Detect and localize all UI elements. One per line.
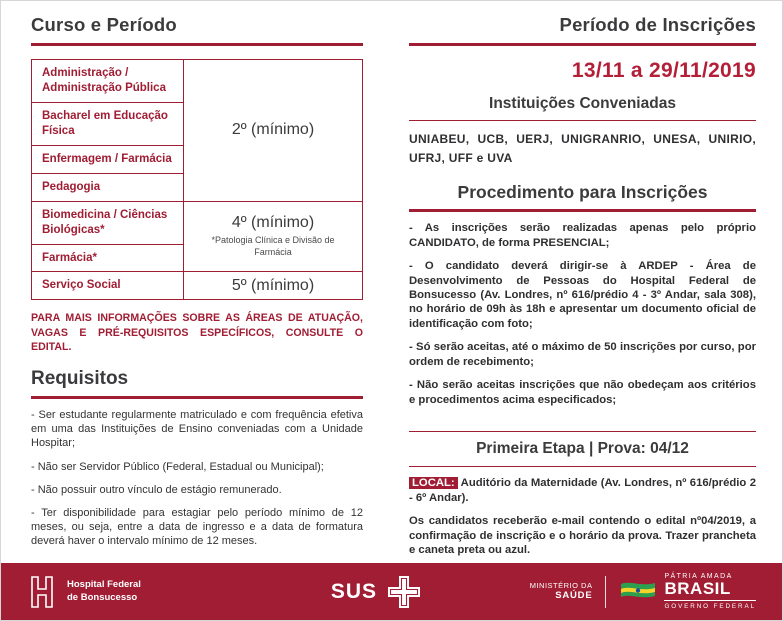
hospital-name-line1: Hospital Federal: [67, 579, 141, 591]
local-line: [409, 476, 756, 505]
left-column: [31, 14, 363, 563]
patria-line2: BRASIL: [664, 579, 731, 599]
local-label: LOCAL:: [409, 477, 458, 489]
footer-divider: [605, 576, 606, 608]
period-cell: [184, 201, 363, 272]
procedimento-title: Procedimento para Inscrições: [457, 182, 708, 203]
requirement-item: - Não possuir outro vínculo de estágio remunerado.: [31, 483, 282, 496]
patria-text: [664, 573, 755, 610]
right-column: [409, 14, 756, 563]
table-row: [32, 201, 363, 244]
course-cell: Administração / Administração Pública: [32, 60, 184, 103]
sus-brand: [331, 574, 422, 610]
hospital-name: [67, 579, 141, 604]
primeira-etapa-section: [409, 431, 756, 467]
local-text: Auditório da Maternidade (Av. Londres, nº 616/prédio 2 - 6º Andar).: [409, 477, 756, 504]
course-cell: Pedagogia: [32, 173, 184, 201]
ministerio-saude: [530, 581, 593, 602]
period-label: 2º (mínimo): [231, 121, 315, 139]
flyer-content: [1, 1, 782, 563]
course-cell: Bacharel em Educação Física: [32, 102, 184, 145]
brazil-flag-icon: [619, 579, 657, 605]
curso-periodo-title: Curso e Período: [31, 14, 177, 35]
patria-line1: PÁTRIA AMADA: [664, 573, 733, 581]
title-underline: [31, 43, 363, 46]
sus-cross-icon: [386, 574, 422, 610]
ministerio-line2: SAÚDE: [555, 590, 593, 602]
etapa-top-line: [409, 431, 756, 432]
requirement-item: - Ter disponibilidade para estagiar pelo período mínimo de 12 meses, ou seja, entre a data de ingresso e a data de formatura deverá haver o intervalo mínimo de 12 meses.: [31, 506, 363, 547]
requisitos-underline: [31, 396, 363, 399]
etapa-title: Primeira Etapa | Prova: 04/12: [476, 440, 689, 458]
footer: [1, 563, 782, 620]
edital-notice: PARA MAIS INFORMAÇÕES SOBRE AS ÁREAS DE ATUAÇÃO, VAGAS E PRÉ-REQUISITOS ESPECÍFICOS, CONSULTE O EDITAL.: [31, 312, 363, 353]
requisitos-title: Requisitos: [31, 368, 129, 390]
conveniadas-underline: [409, 120, 756, 121]
requirement-item: - Não ser Servidor Público (Federal, Estadual ou Municipal);: [31, 460, 324, 473]
course-cell: Farmácia*: [32, 244, 184, 272]
procedimento-underline: [409, 209, 756, 212]
period-footnote: *Patologia Clínica e Divisão de Farmácia: [211, 235, 335, 258]
procedure-item: - Só serão aceitas, até o máximo de 50 inscrições por curso, por ordem de recebimento;: [409, 341, 756, 368]
hospital-name-line2: de Bonsucesso: [67, 591, 138, 603]
title-underline: [409, 43, 756, 46]
conveniadas-title: Instituições Conveniadas: [489, 95, 676, 112]
course-cell: Enfermagem / Farmácia: [32, 145, 184, 173]
course-period-table: [31, 59, 363, 300]
sus-label: SUS: [330, 579, 378, 603]
table-row: [32, 60, 363, 103]
hospital-logo-icon: [27, 576, 57, 608]
requirement-item: - Ser estudante regularmente matriculado e com frequência efetiva em uma das Instituições de Ensino conveniadas com a Unidade Hospitar;: [31, 409, 363, 450]
hospital-brand: [27, 576, 277, 608]
universities-list: UNIABEU, UCB, UERJ, UNIGRANRIO, UNESA, UNIRIO, UFRJ, UFF e UVA: [409, 132, 756, 165]
etapa-bottom-line: [409, 466, 756, 467]
procedure-item: - Não serão aceitas inscrições que não obedeçam aos critérios e procedimentos acima especificados;: [409, 379, 756, 406]
course-cell: Serviço Social: [32, 272, 184, 300]
government-brand: [530, 573, 756, 610]
patria-amada-brasil: [619, 573, 755, 610]
patria-line3: GOVERNO FEDERAL: [664, 600, 755, 610]
period-label: 4º (mínimo): [231, 214, 315, 232]
procedure-item: - O candidato deverá dirigir-se à ARDEP - Área de Desenvolvimento de Pessoas do Hospital Federal de Bonsucesso (Av. Londres, nº 616/prédio 4 - 3º Andar, sala 308), no horário de 09h às 18h e apresentar um documento oficial de identificação com foto;: [409, 260, 756, 330]
period-label: 5º (mínimo): [231, 276, 315, 294]
period-cell: [184, 60, 363, 202]
period-cell: [184, 272, 363, 300]
ministerio-line1: MINISTÉRIO DA: [529, 580, 593, 590]
inscription-dates: 13/11 a 29/11/2019: [571, 59, 756, 82]
final-instructions: Os candidatos receberão e-mail contendo o edital nº04/2019, a confirmação de inscrição e o horário da prova. Trazer prancheta e caneta preta ou azul.: [409, 515, 756, 556]
table-row: [32, 272, 363, 300]
periodo-inscricoes-title: Período de Inscrições: [559, 14, 756, 35]
procedure-item: - As inscrições serão realizadas apenas pelo próprio CANDIDATO, de forma PRESENCIAL;: [409, 222, 756, 249]
course-cell: Biomedicina / Ciências Biológicas*: [32, 201, 184, 244]
